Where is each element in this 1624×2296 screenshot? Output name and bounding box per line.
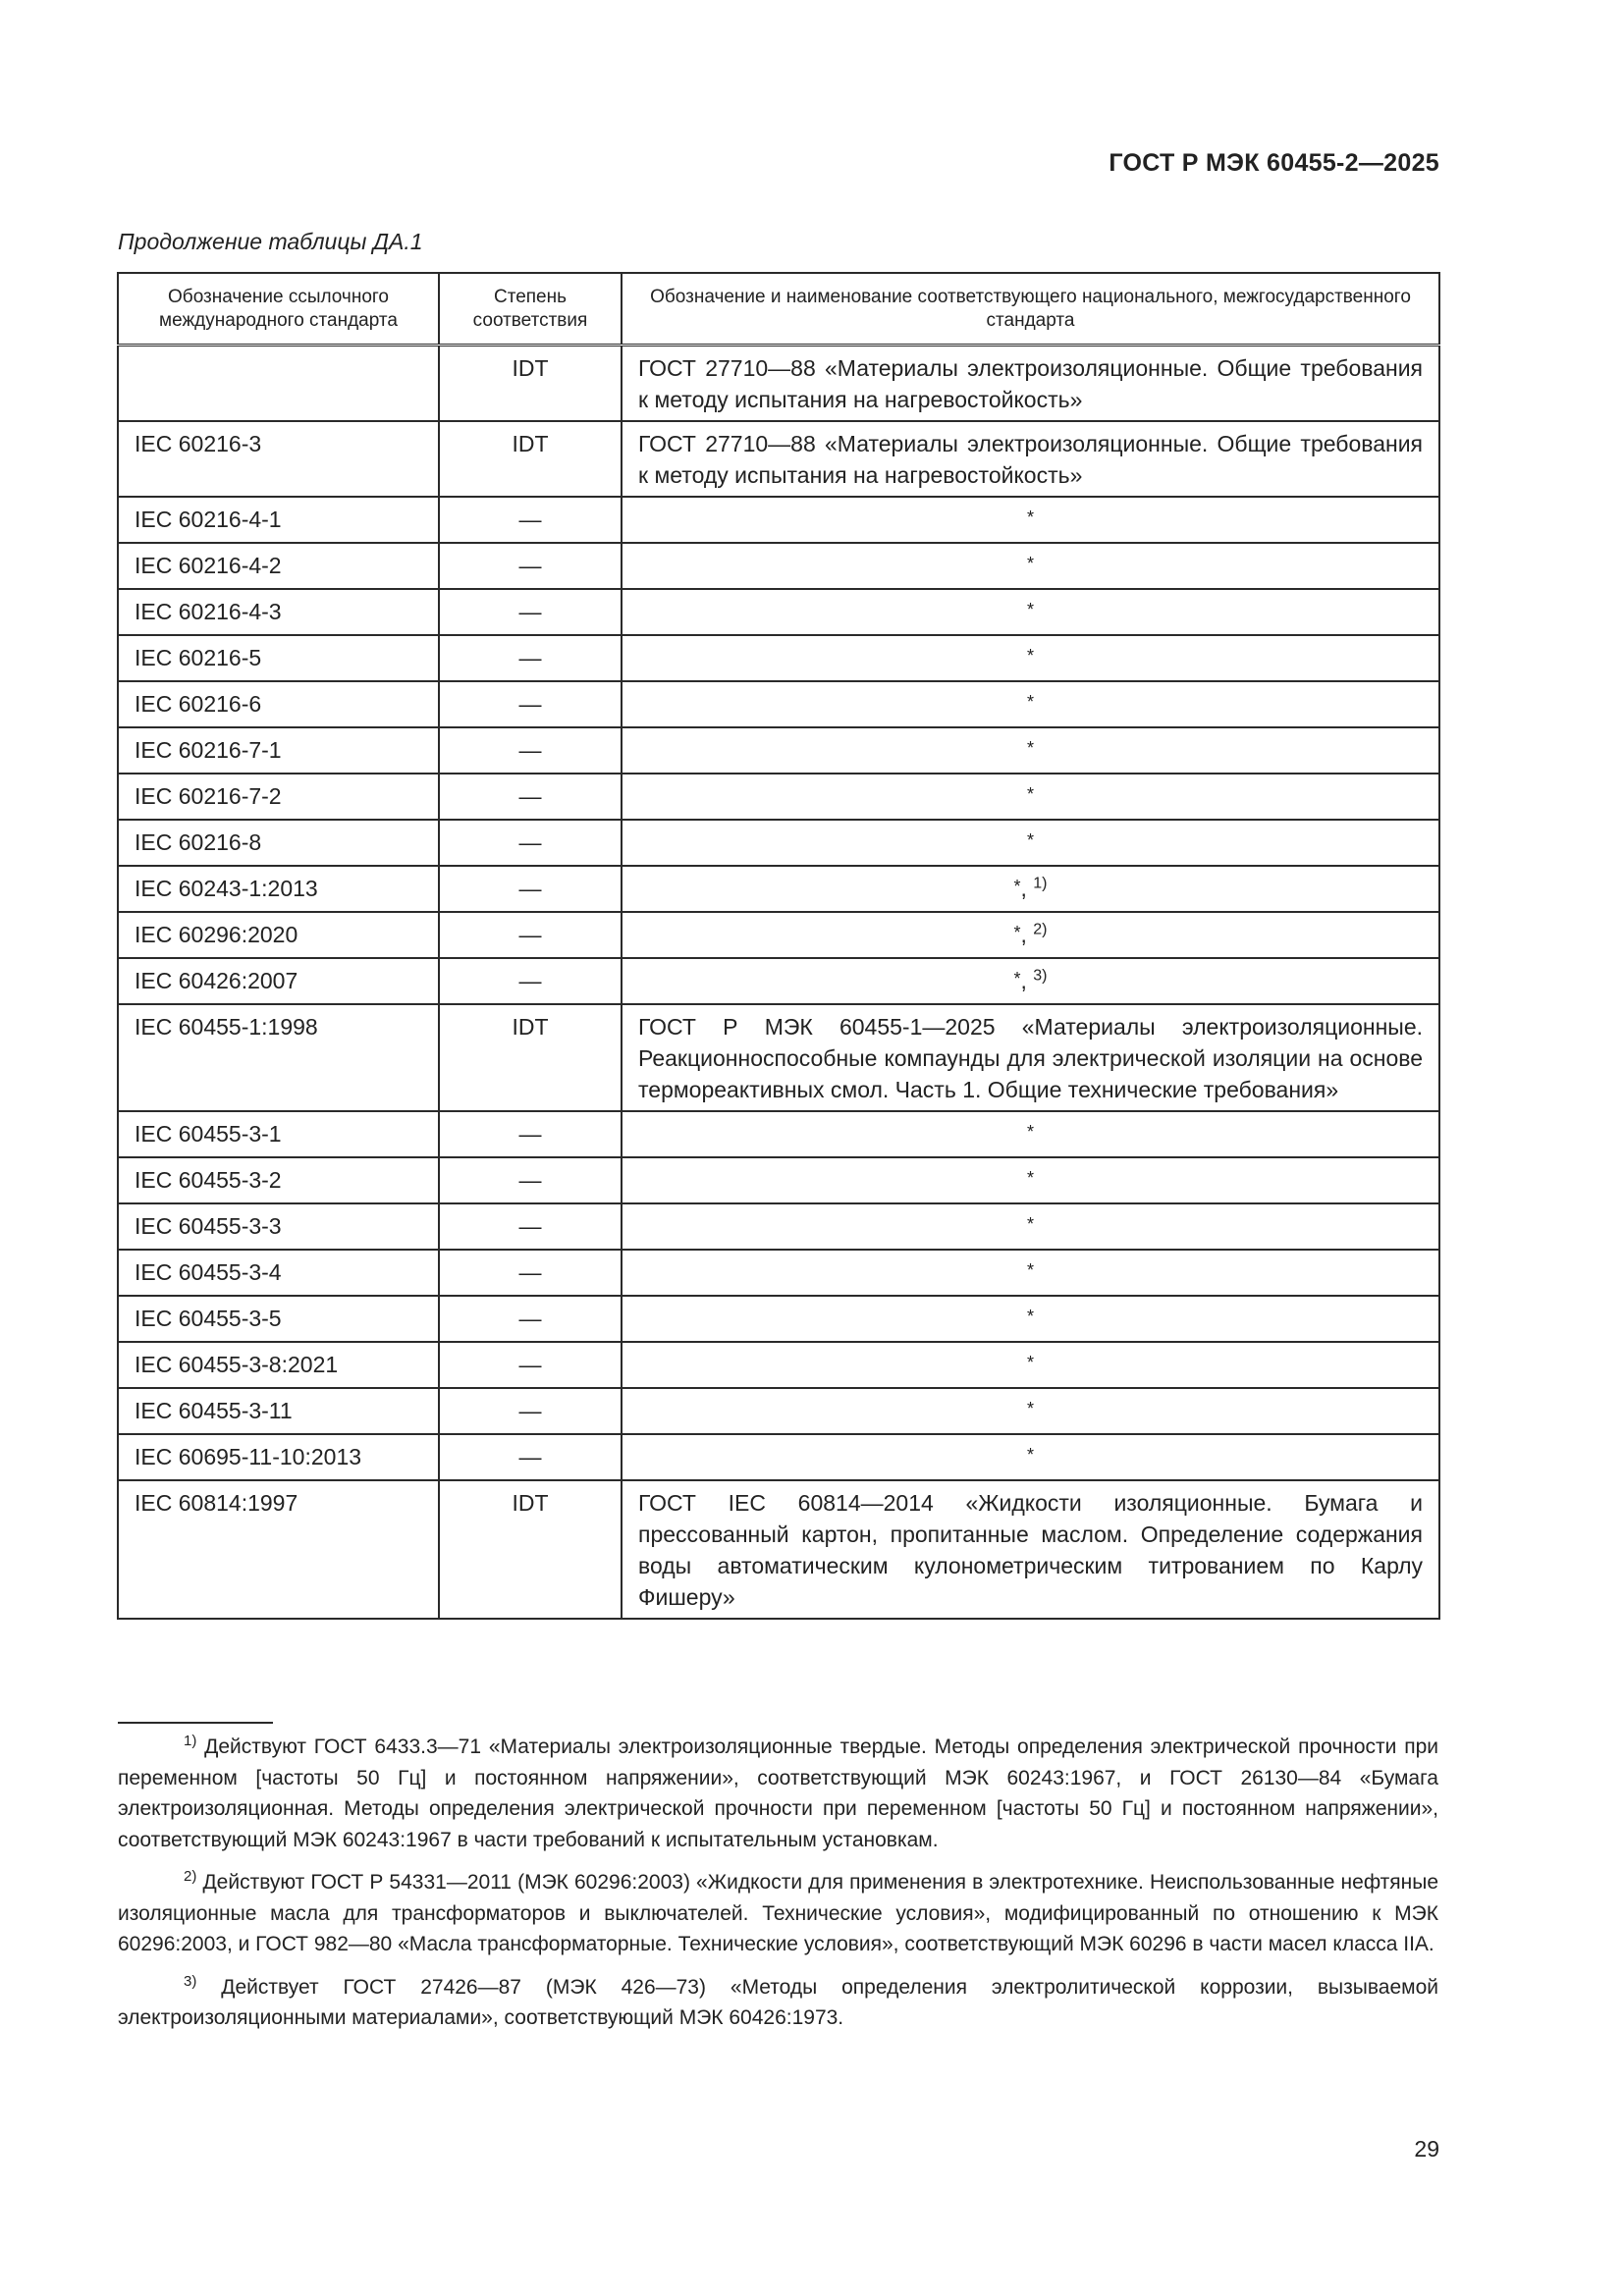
asterisk-mark: *	[1026, 1122, 1034, 1142]
cell-designation: IEC 60455-3-11	[118, 1388, 439, 1434]
cell-degree: —	[439, 866, 622, 912]
cell-degree: —	[439, 1111, 622, 1157]
cell-designation: IEC 60216-4-1	[118, 497, 439, 543]
table-row	[118, 543, 1439, 589]
cell-degree: IDT	[439, 421, 622, 497]
asterisk-mark: *	[1026, 1214, 1034, 1234]
column-header-degree: Степень соответствия	[439, 273, 622, 346]
asterisk-mark: *	[1026, 1260, 1034, 1280]
asterisk-mark: *	[1013, 969, 1021, 988]
cell-national-standard: ГОСТ 27710—88 «Материалы электроизоляционные. Общие требования к методу испытания на нагревостойкость»	[622, 346, 1439, 422]
cell-national-standard: *, $^{1)}$	[622, 866, 1439, 912]
cell-designation: IEC 60455-3-1	[118, 1111, 439, 1157]
footnote-mark: 2)	[184, 1868, 197, 1885]
cell-designation: IEC 60455-3-4	[118, 1250, 439, 1296]
cell-national-standard	[622, 589, 1439, 635]
cell-designation: IEC 60216-7-2	[118, 774, 439, 820]
cell-national-standard	[622, 1250, 1439, 1296]
cell-designation: IEC 60216-5	[118, 635, 439, 681]
cell-degree: —	[439, 497, 622, 543]
cell-degree: —	[439, 681, 622, 727]
cell-national-standard: ГОСТ 27710—88 «Материалы электроизоляционные. Общие требования к методу испытания на нагревостойкость»	[622, 421, 1439, 497]
cell-national-standard	[622, 497, 1439, 543]
cell-national-standard	[622, 1296, 1439, 1342]
cell-degree: —	[439, 1434, 622, 1480]
cell-designation: IEC 60455-3-3	[118, 1203, 439, 1250]
table-row	[118, 727, 1439, 774]
cell-degree: —	[439, 1203, 622, 1250]
table-body	[118, 346, 1439, 1620]
asterisk-mark: *	[1026, 692, 1034, 712]
asterisk-mark: *	[1026, 1445, 1034, 1465]
cell-designation: IEC 60243-1:2013	[118, 866, 439, 912]
footnote-mark: 1)	[184, 1733, 197, 1749]
reference-table	[117, 272, 1440, 1620]
cell-designation: IEC 60426:2007	[118, 958, 439, 1004]
table-row	[118, 1111, 1439, 1157]
cell-national-standard: ГОСТ IEC 60814—2014 «Жидкости изоляционные. Бумага и прессованный картон, пропитанные маслом. Определение содержания воды автоматическим кулонометрическим титрованием по Карлу Фишеру»	[622, 1480, 1439, 1619]
cell-national-standard	[622, 543, 1439, 589]
asterisk-mark: *	[1026, 1399, 1034, 1418]
asterisk-mark: *	[1026, 646, 1034, 666]
table-row	[118, 635, 1439, 681]
cell-degree: —	[439, 912, 622, 958]
table-row	[118, 1250, 1439, 1296]
table-caption: Продолжение таблицы ДА.1	[118, 229, 423, 254]
table-row	[118, 1157, 1439, 1203]
footnote-text: Действует ГОСТ 27426—87 (МЭК 426—73) «Методы определения электролитической коррозии, вызываемой электроизоляционными материалами», соответствующий МЭК 60426:1973.	[118, 1975, 1439, 2029]
cell-designation: IEC 60455-3-2	[118, 1157, 439, 1203]
cell-degree: IDT	[439, 346, 622, 422]
cell-designation: IEC 60455-1:1998	[118, 1004, 439, 1111]
column-header-national: Обозначение и наименование соответствующего национального, межгосударственного стандарта	[622, 273, 1439, 346]
footnotes	[118, 1732, 1438, 2046]
table-row	[118, 774, 1439, 820]
asterisk-mark: *	[1026, 1353, 1034, 1372]
asterisk-mark: *	[1026, 830, 1034, 850]
cell-designation: IEC 60455-3-5	[118, 1296, 439, 1342]
table-row	[118, 1434, 1439, 1480]
cell-national-standard	[622, 1388, 1439, 1434]
cell-designation: IEC 60216-6	[118, 681, 439, 727]
cell-designation: IEC 60216-4-3	[118, 589, 439, 635]
cell-national-standard	[622, 1342, 1439, 1388]
table-row	[118, 1388, 1439, 1434]
cell-designation: IEC 60216-3	[118, 421, 439, 497]
cell-national-standard: *, $^{3)}$	[622, 958, 1439, 1004]
cell-designation: IEC 60695-11-10:2013	[118, 1434, 439, 1480]
cell-designation: IEC 60216-7-1	[118, 727, 439, 774]
cell-degree: —	[439, 958, 622, 1004]
table-row	[118, 497, 1439, 543]
table-header-row	[118, 273, 1439, 346]
cell-degree: —	[439, 727, 622, 774]
table-row	[118, 346, 1439, 422]
footnote-mark: 3)	[184, 1972, 197, 1990]
asterisk-mark: *	[1013, 877, 1021, 896]
cell-designation: IEC 60814:1997	[118, 1480, 439, 1619]
cell-national-standard	[622, 681, 1439, 727]
cell-national-standard: ГОСТ Р МЭК 60455-1—2025 «Материалы электроизоляционные. Реакционноспособные компаунды для электрической изоляции на основе термореактивных смол. Часть 1. Общие технические требования»	[622, 1004, 1439, 1111]
cell-degree: —	[439, 635, 622, 681]
table-row	[118, 1296, 1439, 1342]
cell-degree: —	[439, 820, 622, 866]
asterisk-mark: *	[1026, 738, 1034, 758]
cell-national-standard	[622, 774, 1439, 820]
cell-degree: IDT	[439, 1480, 622, 1619]
asterisk-mark: *	[1013, 923, 1021, 942]
table-row	[118, 1203, 1439, 1250]
asterisk-mark: *	[1026, 554, 1034, 573]
table-row	[118, 681, 1439, 727]
footnote-reference: 2)	[1033, 921, 1048, 938]
cell-degree: —	[439, 543, 622, 589]
table-row	[118, 1480, 1439, 1619]
footnote-text: Действуют ГОСТ Р 54331—2011 (МЭК 60296:2003) «Жидкости для применения в электротехнике. Неиспользованные нефтяные изоляционные масла для трансформаторов и выключателей. Технические условия», модифицированный по отношению к МЭК 60296:2003, и ГОСТ 982—80 «Масла трансформаторные. Технические условия», соответствующий МЭК 60296 в части масел класса IIA.	[118, 1871, 1438, 1955]
footnote-separator	[118, 1722, 273, 1724]
cell-national-standard	[622, 727, 1439, 774]
table-row	[118, 1342, 1439, 1388]
table-row	[118, 958, 1439, 1004]
cell-national-standard	[622, 1203, 1439, 1250]
table-row	[118, 421, 1439, 497]
asterisk-mark: *	[1026, 784, 1034, 804]
table-row	[118, 1004, 1439, 1111]
footnote-reference: 1)	[1033, 875, 1048, 892]
cell-designation	[118, 346, 439, 422]
table-row	[118, 912, 1439, 958]
table-row	[118, 820, 1439, 866]
cell-degree: —	[439, 1157, 622, 1203]
cell-degree: —	[439, 1388, 622, 1434]
cell-degree: IDT	[439, 1004, 622, 1111]
table-row	[118, 866, 1439, 912]
cell-designation: IEC 60216-8	[118, 820, 439, 866]
column-header-designation: Обозначение ссылочного международного стандарта	[118, 273, 439, 346]
cell-national-standard	[622, 1434, 1439, 1480]
document-code: ГОСТ Р МЭК 60455-2—2025	[1109, 149, 1439, 177]
cell-national-standard	[622, 820, 1439, 866]
table-row	[118, 589, 1439, 635]
footnote-reference: 3)	[1033, 967, 1048, 985]
cell-designation: IEC 60216-4-2	[118, 543, 439, 589]
page-number: 29	[1414, 2136, 1439, 2162]
cell-degree: —	[439, 774, 622, 820]
asterisk-mark: *	[1026, 1168, 1034, 1188]
footnote-1	[118, 1732, 1438, 1855]
footnote-3	[118, 1972, 1438, 2034]
cell-designation: IEC 60455-3-8:2021	[118, 1342, 439, 1388]
footnote-text: Действуют ГОСТ 6433.3—71 «Материалы электроизоляционные твердые. Методы определения электрической прочности при переменном [частоты 50 Гц] и постоянном напряжении», соответствующий МЭК 60243:1967, и ГОСТ 26130—84 «Бумага электроизоляционная. Методы определения электрической прочности при переменном [частоты 50 Гц] и постоянном напряжении», соответствующий МЭК 60243:1967 в части требований к испытательным установкам.	[118, 1735, 1438, 1851]
cell-degree: —	[439, 589, 622, 635]
cell-degree: —	[439, 1342, 622, 1388]
cell-national-standard: *, $^{2)}$	[622, 912, 1439, 958]
asterisk-mark: *	[1026, 600, 1034, 619]
asterisk-mark: *	[1026, 1307, 1034, 1326]
cell-degree: —	[439, 1250, 622, 1296]
footnote-2	[118, 1867, 1438, 1960]
cell-national-standard	[622, 1111, 1439, 1157]
cell-designation: IEC 60296:2020	[118, 912, 439, 958]
cell-degree: —	[439, 1296, 622, 1342]
cell-national-standard	[622, 635, 1439, 681]
cell-national-standard	[622, 1157, 1439, 1203]
asterisk-mark: *	[1026, 507, 1034, 527]
